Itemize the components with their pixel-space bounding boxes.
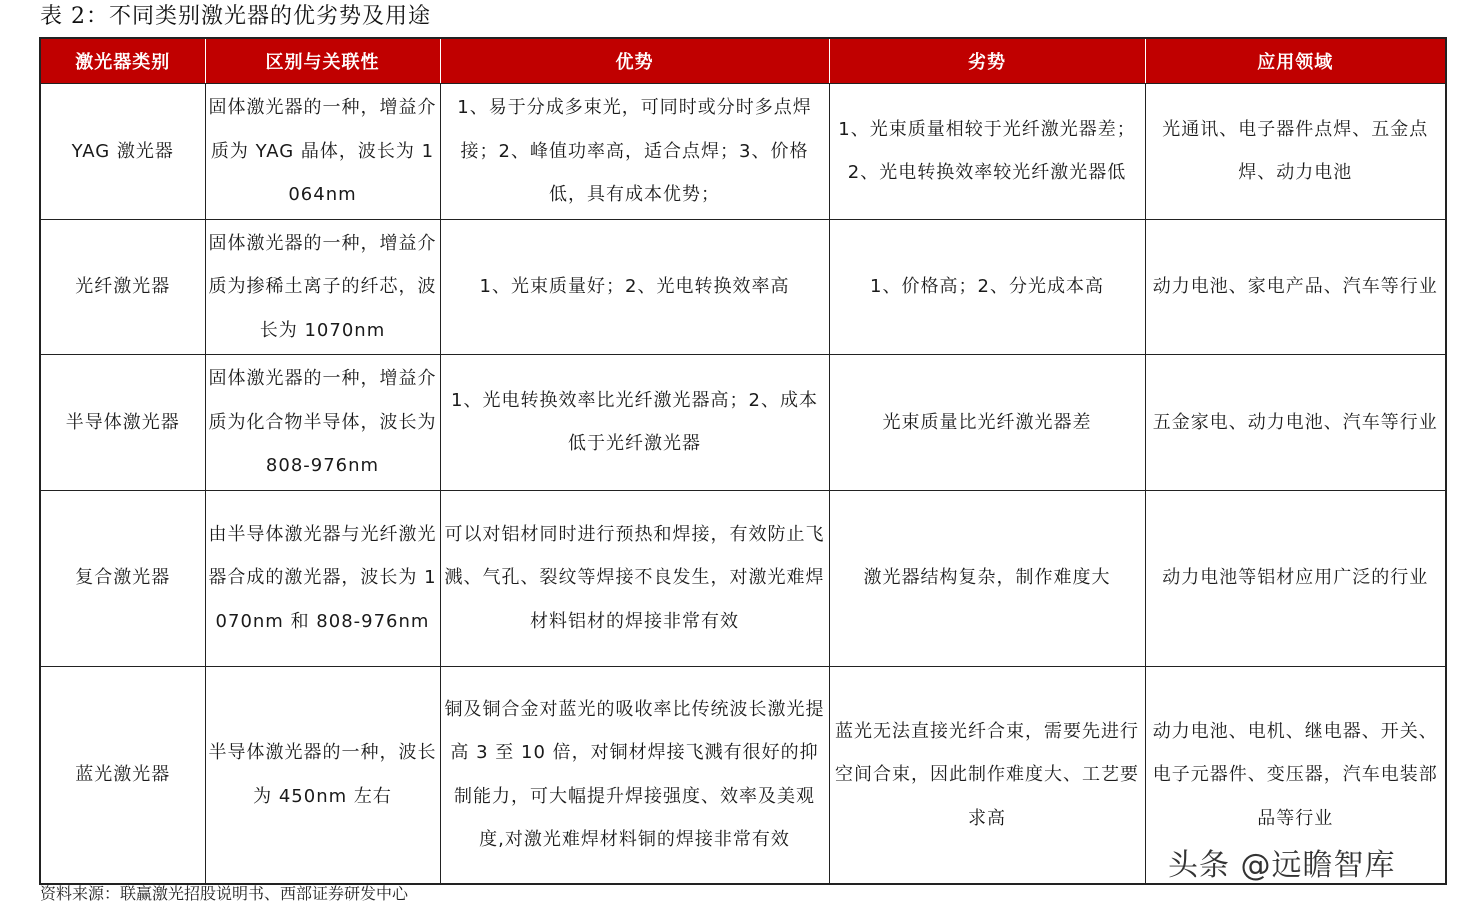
column-header-relation: 区别与关联性: [205, 38, 440, 84]
cell-advantage: 1、易于分成多束光，可同时或分时多点焊接；2、峰值功率高，适合点焊；3、价格低，具有成本优势；: [440, 84, 829, 220]
watermark: 头条 @远瞻智库: [1168, 848, 1396, 883]
column-header-application: 应用领域: [1145, 38, 1446, 84]
cell-application: 动力电池等铝材应用广泛的行业: [1145, 490, 1446, 666]
cell-application: 动力电池、电机、继电器、开关、电子元器件、变压器，汽车电装部品等行业: [1145, 666, 1446, 884]
cell-disadvantage: 蓝光无法直接光纤合束，需要先进行空间合束，因此制作难度大、工艺要求高: [829, 666, 1145, 884]
column-header-type: 激光器类别: [40, 38, 205, 84]
laser-comparison-table: [39, 37, 1447, 885]
source-note: 资料来源：联赢激光招股说明书、西部证券研发中心: [40, 884, 409, 903]
cell-disadvantage: 1、光束质量相较于光纤激光器差；2、光电转换效率较光纤激光器低: [829, 84, 1145, 220]
cell-advantage: 1、光电转换效率比光纤激光器高；2、成本低于光纤激光器: [440, 355, 829, 491]
cell-relation: 由半导体激光器与光纤激光器合成的激光器，波长为 1070nm 和 808-976nm: [205, 490, 440, 666]
table-title: 表 2：不同类别激光器的优劣势及用途: [40, 4, 431, 29]
cell-advantage: 1、光束质量好；2、光电转换效率高: [440, 219, 829, 355]
cell-advantage: 铜及铜合金对蓝光的吸收率比传统波长激光提高 3 至 10 倍，对铜材焊接飞溅有很好的抑制能力，可大幅提升焊接强度、效率及美观度,对激光难焊材料铜的焊接非常有效: [440, 666, 829, 884]
cell-application: 五金家电、动力电池、汽车等行业: [1145, 355, 1446, 491]
table-header-row: [40, 38, 1446, 84]
cell-advantage: 可以对铝材同时进行预热和焊接，有效防止飞溅、气孔、裂纹等焊接不良发生，对激光难焊材料铝材的焊接非常有效: [440, 490, 829, 666]
table-row: [40, 219, 1446, 355]
table-row: [40, 84, 1446, 220]
cell-application: 光通讯、电子器件点焊、五金点焊、动力电池: [1145, 84, 1446, 220]
cell-relation: 固体激光器的一种，增益介质为 YAG 晶体，波长为 1064nm: [205, 84, 440, 220]
cell-type: 蓝光激光器: [40, 666, 205, 884]
table-row: [40, 490, 1446, 666]
cell-application: 动力电池、家电产品、汽车等行业: [1145, 219, 1446, 355]
cell-relation: 固体激光器的一种，增益介质为掺稀土离子的纤芯，波长为 1070nm: [205, 219, 440, 355]
cell-disadvantage: 光束质量比光纤激光器差: [829, 355, 1145, 491]
cell-disadvantage: 1、价格高；2、分光成本高: [829, 219, 1145, 355]
cell-type: 光纤激光器: [40, 219, 205, 355]
cell-type: 半导体激光器: [40, 355, 205, 491]
column-header-advantage: 优势: [440, 38, 829, 84]
cell-relation: 固体激光器的一种，增益介质为化合物半导体，波长为 808-976nm: [205, 355, 440, 491]
cell-relation: 半导体激光器的一种，波长为 450nm 左右: [205, 666, 440, 884]
cell-type: 复合激光器: [40, 490, 205, 666]
table-row: [40, 355, 1446, 491]
cell-type: YAG 激光器: [40, 84, 205, 220]
column-header-disadvantage: 劣势: [829, 38, 1145, 84]
cell-disadvantage: 激光器结构复杂，制作难度大: [829, 490, 1145, 666]
